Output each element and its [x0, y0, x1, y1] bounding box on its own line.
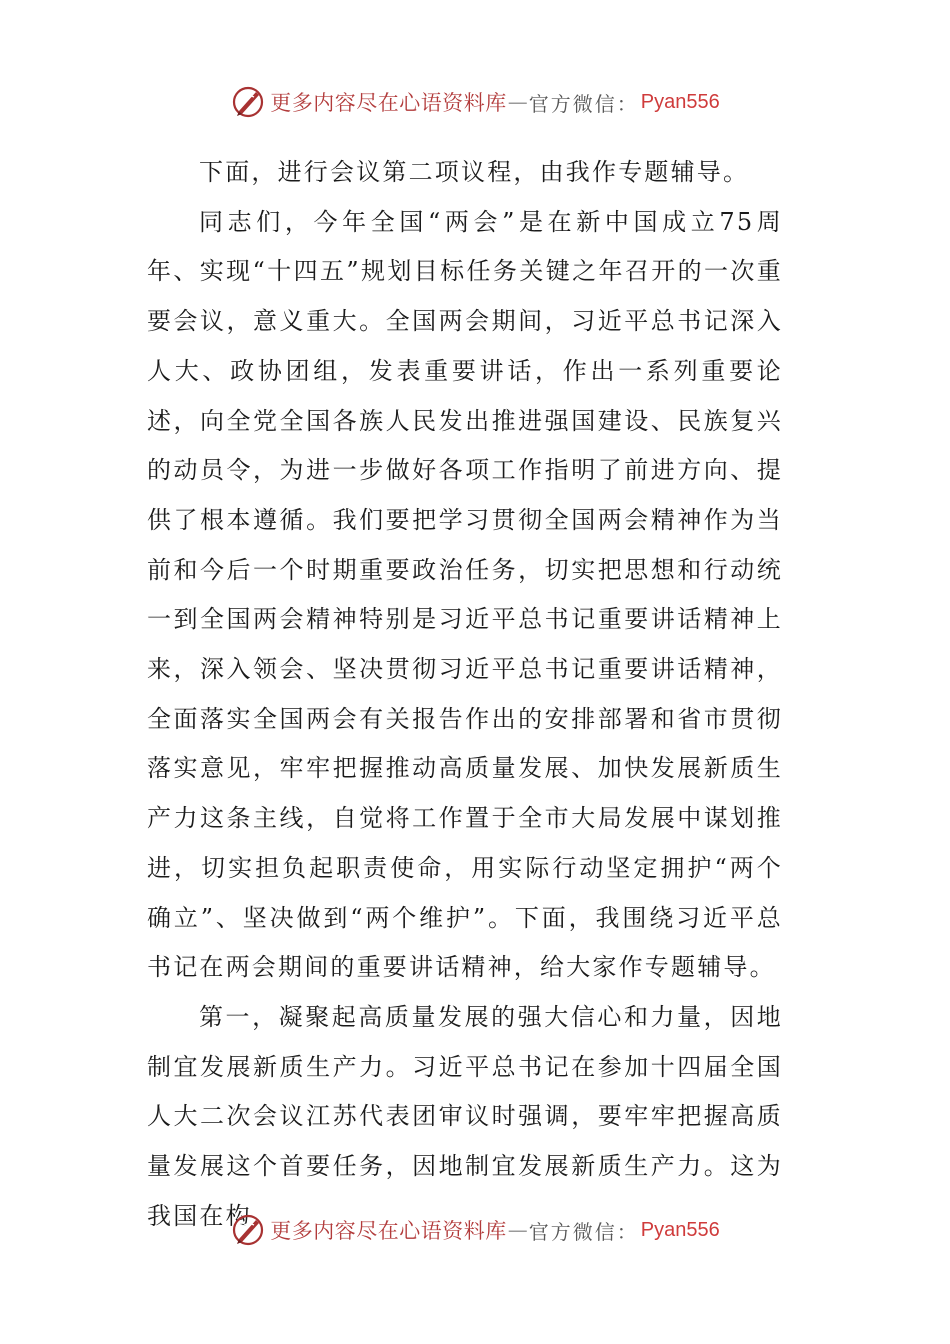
- paragraph-agenda: 下面，进行会议第二项议程，由我作专题辅导。: [199, 158, 750, 186]
- banner-separator: —: [507, 1218, 528, 1242]
- banner-wechat-label: 官方微信：: [528, 1219, 639, 1244]
- paragraph-point-one: 第一，凝聚起高质量发展的强大信心和力量，因地制宜发展新质生产力。习近平总书记在参加十四届全国人大二次会议江苏代表团审议时强调，要牢牢把握高质量发展这个首要任务，因地制宜发展新质生产力。这为我国在构: [147, 1002, 783, 1230]
- banner-wechat-id: Pyan556: [640, 1218, 720, 1241]
- banner-brand-text: 更多内容尽在心语资料库: [270, 1219, 507, 1243]
- header-banner: [0, 82, 950, 122]
- banner-brand-text: 更多内容尽在心语资料库: [270, 91, 507, 115]
- paragraph-introduction: 同志们，今年全国“两会”是在新中国成立75周年、实现“十四五”规划目标任务关键之年召开的一次重要会议，意义重大。全国两会期间，习近平总书记深入人大、政协团组，发表重要讲话，作出一系列重要论述，向全党全国各族人民发出推进强国建设、民族复兴的动员令，为进一步做好各项工作指明了前进方向、提供了根本遵循。我们要把学习贯彻全国两会精神作为当前和今后一个时期重要政治任务，切实把思想和行动统一到全国两会精神特别是习近平总书记重要讲话精神上来，深入领会、坚决贯彻习近平总书记重要讲话精神，全面落实全国两会有关报告作出的安排部署和省市贯彻落实意见，牢牢把握推动高质量发展、加快发展新质生产力这条主线，自觉将工作置于全市大局发展中谋划推进，切实担负起职责使命，用实际行动坚定拥护“两个确立”、坚决做到“两个维护”。下面，我围绕习近平总书记在两会期间的重要讲话精神，给大家作专题辅导。: [147, 207, 783, 982]
- banner-wechat-id: Pyan556: [640, 90, 720, 113]
- banner-wechat-label: 官方微信：: [528, 91, 639, 116]
- pen-logo-icon: [230, 84, 266, 120]
- document-body: [147, 148, 783, 1241]
- footer-banner: [0, 1210, 950, 1250]
- pen-logo-icon: [230, 1212, 266, 1248]
- banner-separator: —: [507, 90, 528, 114]
